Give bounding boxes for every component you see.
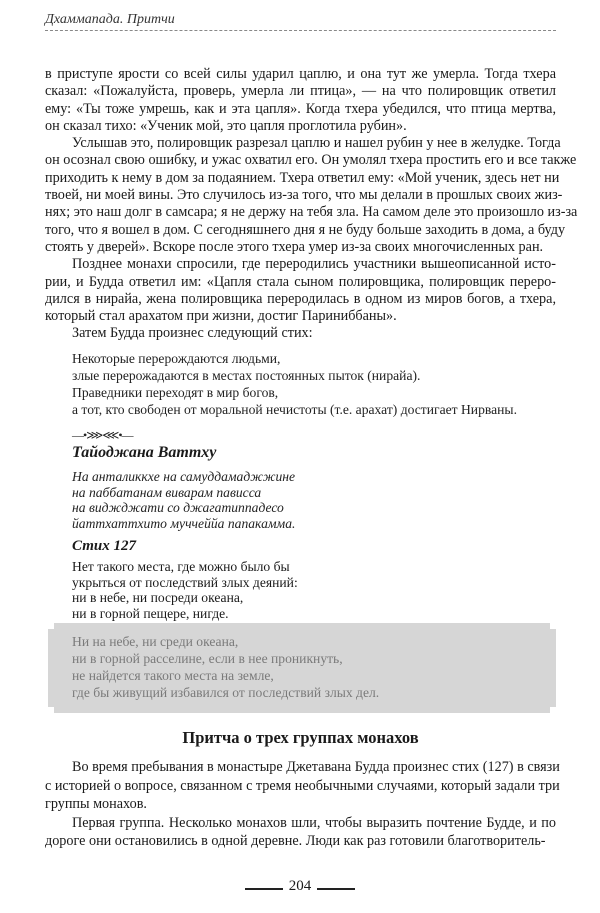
section-heading: Притча о трех группах монахов — [182, 728, 419, 747]
header-rule — [45, 30, 556, 31]
text-line: он сказал тихо: «Ученик мой, это цапля проглотила рубин». — [45, 117, 407, 134]
verse-line: Праведники переходят в мир богов, — [72, 385, 279, 400]
running-head: Дхаммапада. Притчи — [45, 12, 175, 27]
text-line: рии, и Будда ответил им: «Цапля стала сыном полировщика, полировщик переро- — [45, 273, 556, 290]
right-ornament-icon — [317, 880, 355, 890]
text-line: Во время пребывания в монастыре Джетавана Будда произнес стих (127) в связи — [72, 759, 560, 775]
body-text-bottom — [45, 758, 560, 851]
alt-translation-text — [72, 633, 379, 701]
verse-line: На анталиккхе на самуддамаджжине — [72, 469, 296, 484]
text-line: нях; это наш долг в самсара; я не держу на тебя зла. На самом деле это произошло из-за — [45, 204, 578, 221]
verse-line: на виджджати со джагатиппадесо — [72, 500, 284, 515]
text-line: твоей, ни моей вины. Это случилось из-за того, что мы делали в прошлых своих жиз- — [45, 187, 563, 204]
text-line: группы монахов. — [45, 796, 147, 813]
pali-verse — [72, 469, 295, 531]
verse-line: ни в небе, ни посреди океана, — [72, 590, 244, 605]
text-line: Позднее монахи спросили, где переродились участники вышеописанной исто- — [72, 256, 556, 273]
text-line: который стал арахатом при жизни, достиг Париниббаны». — [45, 308, 397, 325]
verse-line: не найдется такого места на земле, — [72, 668, 274, 683]
verse-127-title: Стих 127 — [72, 538, 136, 554]
text-line: ему: «Ты тоже умрешь, как и эта цапля». Когда тхера убедился, что птица мертва, — [45, 100, 556, 117]
section-divider-ornament: —•⋙⋘•— — [72, 428, 133, 442]
verse-line: Нет такого места, где можно было бы — [72, 559, 290, 574]
verse-line: ни в горной расселине, если в нее проникнуть, — [72, 651, 343, 666]
verse-line: Ни на небе, ни среди океана, — [72, 634, 239, 649]
text-line: стоять у дверей». Вскоре после этого тхера умер из-за своих многочисленных ран. — [45, 238, 544, 255]
text-line: приходить к нему в дом за подаянием. Тхера ответил ему: «Мой ученик, здесь нет ни — [45, 169, 560, 186]
page-footer — [0, 878, 600, 895]
text-line: дороге они остановились в одной деревне. Люди как раз готовили благотворитель- — [45, 833, 546, 850]
text-line: Услышав это, полировщик разрезал цаплю и нашел рубин у нее в желудке. Тогда — [72, 135, 561, 152]
verse-line: а тот, кто свободен от моральной нечистоты (т.е. арахат) достигает Нирваны. — [72, 402, 517, 417]
page-number: 204 — [288, 878, 312, 894]
text-line: Затем Будда произнес следующий стих: — [72, 325, 313, 342]
left-ornament-icon — [245, 880, 283, 890]
verse-translation — [72, 350, 517, 418]
verse-line: Некоторые перерождаются людьми, — [72, 351, 281, 366]
text-line: дился в нирайа, жена полировщика переродилась в одном из миров богов, а тхера, — [45, 290, 556, 307]
body-text-top — [45, 66, 578, 343]
text-line: в приступе ярости со всей силы ударил цаплю, и она тут же умерла. Тогда тхера — [45, 66, 556, 82]
verse-line: йаттхаттхито муччеййа папакамма. — [72, 515, 296, 531]
text-line: Первая группа. Несколько монахов шли, чтобы выразить почтение Будде, и по — [72, 814, 556, 831]
verse-line: где бы живущий избавился от последствий злых дел. — [72, 685, 380, 700]
verse-line: укрыться от последствий злых деяний: — [72, 574, 298, 590]
verse-127 — [72, 559, 298, 621]
text-line: того, что я вошел в дом. С сегодняшнего дня я не буду больше заходить в дома, а буду — [45, 221, 566, 238]
verse-line: ни в горной пещере, нигде. — [72, 605, 229, 621]
text-line: сказал: «Пожалуйста, проверь, умерла ли птица», — на что полировщик ответил — [45, 83, 556, 100]
text-line: он осознал свою ошибку, и ужас охватил его. Он умолял тхера простить его и все также — [45, 152, 577, 169]
verse-line: на паббатанам виварам пависса — [72, 484, 262, 500]
pali-title: Тайоджана Ваттху — [72, 444, 217, 461]
verse-line: злые перерожадаются в местах постоянных пыток (нирайа). — [72, 368, 421, 383]
text-line: с историей о вопросе, связанном с тремя необычными случаями, который задали три — [45, 777, 560, 794]
